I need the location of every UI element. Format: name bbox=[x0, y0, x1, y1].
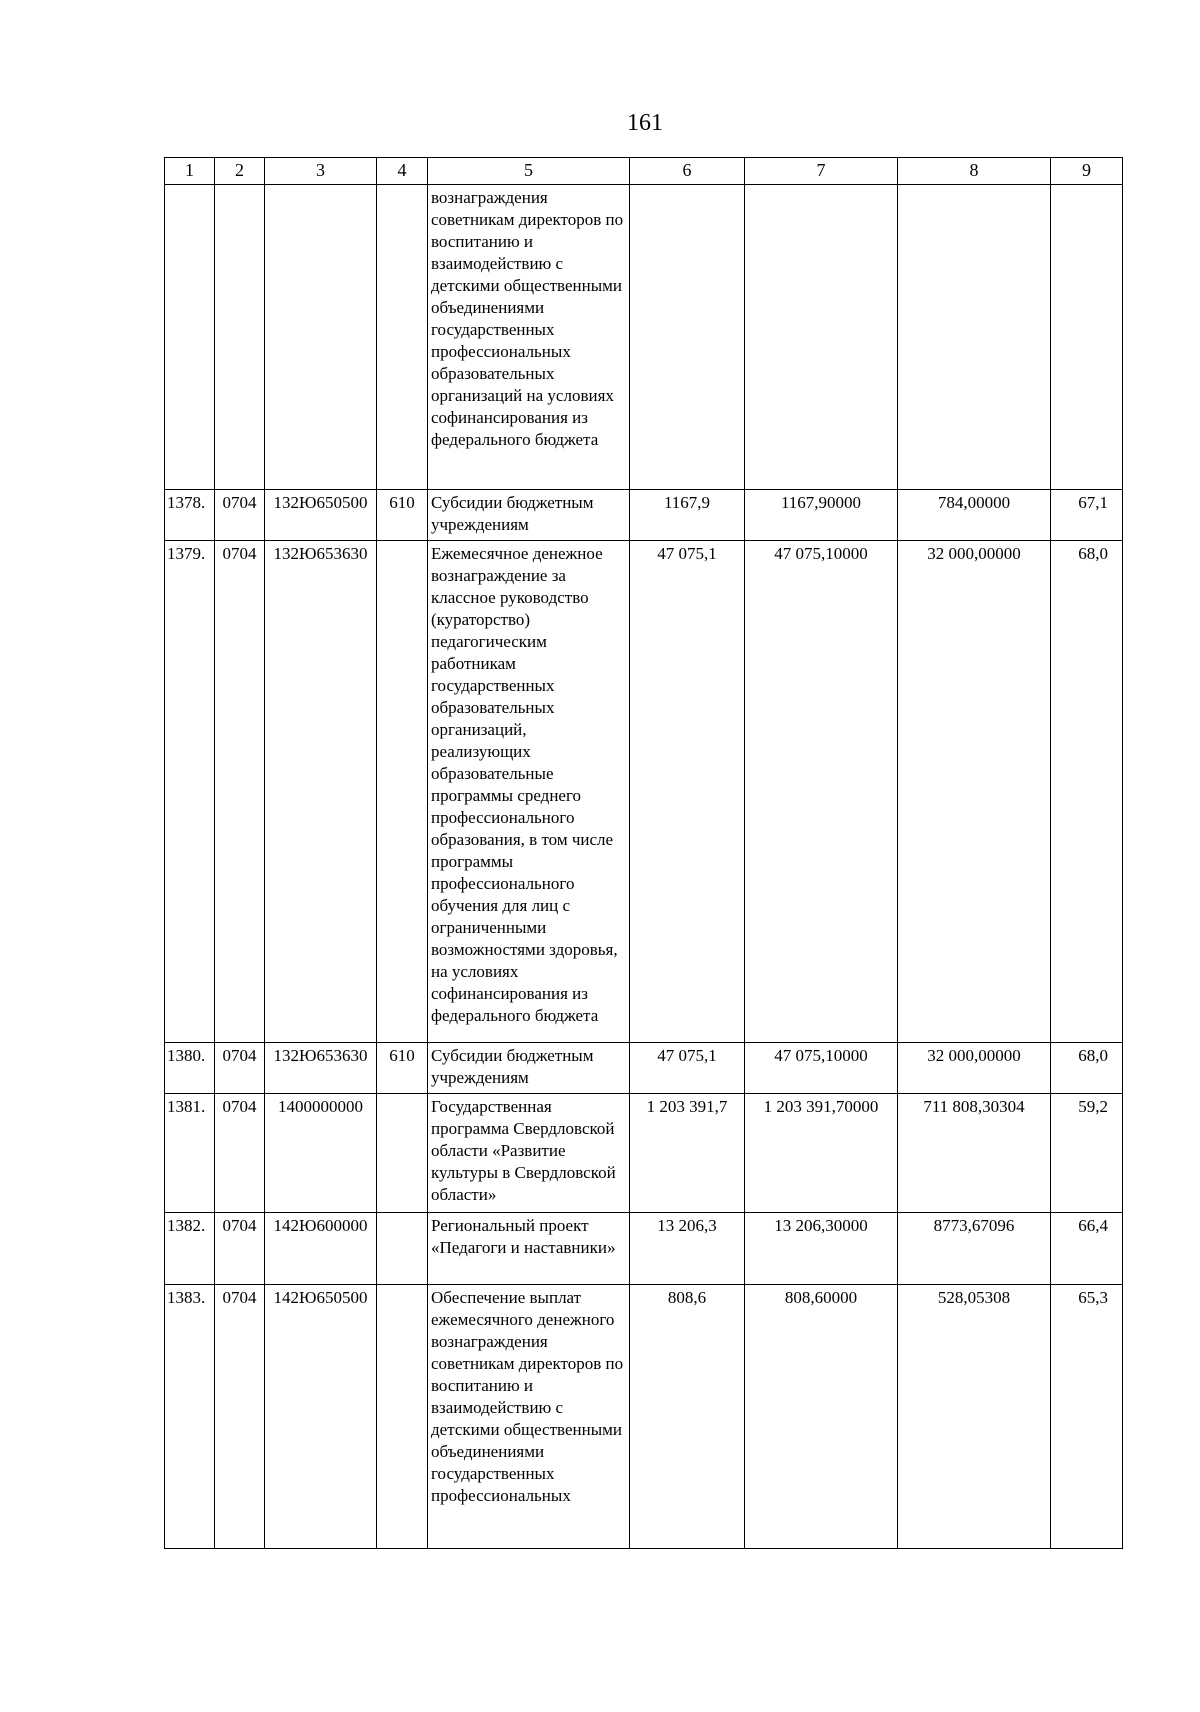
header-cell: 4 bbox=[377, 158, 428, 185]
amount-cell: 32 000,00000 bbox=[898, 1043, 1051, 1094]
row-number-cell: 1382. bbox=[165, 1213, 215, 1285]
expense-type-cell: 610 bbox=[377, 1043, 428, 1094]
target-article-cell: 1400000000 bbox=[265, 1094, 377, 1213]
table-row bbox=[165, 490, 1123, 541]
expense-type-cell bbox=[377, 185, 428, 490]
row-number-cell: 1378. bbox=[165, 490, 215, 541]
row-number-cell bbox=[165, 185, 215, 490]
table-row bbox=[165, 1094, 1123, 1213]
amount-cell: 47 075,1 bbox=[630, 1043, 745, 1094]
amount-cell: 13 206,3 bbox=[630, 1213, 745, 1285]
table-row bbox=[165, 1213, 1123, 1285]
header-cell: 1 bbox=[165, 158, 215, 185]
description-cell: Обеспечение выплат ежемесячного денежного вознаграждения советникам директоров по воспитанию и взаимодействию с детскими общественными объединениями государственных профессиональных bbox=[428, 1285, 630, 1549]
section-code-cell: 0704 bbox=[215, 541, 265, 1043]
header-cell: 5 bbox=[428, 158, 630, 185]
description-cell: Субсидии бюджетным учреждениям bbox=[428, 1043, 630, 1094]
target-article-cell: 142Ю650500 bbox=[265, 1285, 377, 1549]
header-cell: 6 bbox=[630, 158, 745, 185]
description-cell: Субсидии бюджетным учреждениям bbox=[428, 490, 630, 541]
section-code-cell: 0704 bbox=[215, 1094, 265, 1213]
target-article-cell: 132Ю653630 bbox=[265, 1043, 377, 1094]
description-cell: Ежемесячное денежное вознаграждение за классное руководство (кураторство) педагогическим работникам государственных образовательных организаций, реализующих образовательные программы среднего профессионального образования, в том числе программы профессионального обучения для лиц с ограниченными возможностями здоровья, на условиях софинансирования из федерального бюджета bbox=[428, 541, 630, 1043]
budget-table bbox=[164, 157, 1123, 1549]
percent-cell: 59,2 bbox=[1051, 1094, 1123, 1213]
page-number: 161 bbox=[627, 110, 663, 136]
table-header-row bbox=[165, 158, 1123, 185]
description-cell: Государственная программа Свердловской области «Развитие культуры в Свердловской области» bbox=[428, 1094, 630, 1213]
header-cell: 7 bbox=[745, 158, 898, 185]
header-cell: 9 bbox=[1051, 158, 1123, 185]
target-article-cell bbox=[265, 185, 377, 490]
section-code-cell: 0704 bbox=[215, 1213, 265, 1285]
expense-type-cell bbox=[377, 1285, 428, 1549]
section-code-cell: 0704 bbox=[215, 1285, 265, 1549]
expense-type-cell bbox=[377, 541, 428, 1043]
table-row bbox=[165, 541, 1123, 1043]
amount-cell: 528,05308 bbox=[898, 1285, 1051, 1549]
expense-type-cell bbox=[377, 1213, 428, 1285]
header-cell: 8 bbox=[898, 158, 1051, 185]
table-row bbox=[165, 1285, 1123, 1549]
row-number-cell: 1381. bbox=[165, 1094, 215, 1213]
amount-cell: 47 075,1 bbox=[630, 541, 745, 1043]
amount-cell: 1 203 391,70000 bbox=[745, 1094, 898, 1213]
table-row bbox=[165, 185, 1123, 490]
header-cell: 3 bbox=[265, 158, 377, 185]
amount-cell bbox=[630, 185, 745, 490]
expense-type-cell bbox=[377, 1094, 428, 1213]
percent-cell: 65,3 bbox=[1051, 1285, 1123, 1549]
target-article-cell: 142Ю600000 bbox=[265, 1213, 377, 1285]
percent-cell bbox=[1051, 185, 1123, 490]
amount-cell: 1167,90000 bbox=[745, 490, 898, 541]
amount-cell: 784,00000 bbox=[898, 490, 1051, 541]
amount-cell: 711 808,30304 bbox=[898, 1094, 1051, 1213]
amount-cell: 808,60000 bbox=[745, 1285, 898, 1549]
description-cell: вознаграждения советникам директоров по воспитанию и взаимодействию с детскими общественными объединениями государственных профессиональных образовательных организаций на условиях софинансирования из федерального бюджета bbox=[428, 185, 630, 490]
row-number-cell: 1379. bbox=[165, 541, 215, 1043]
expense-type-cell: 610 bbox=[377, 490, 428, 541]
header-cell: 2 bbox=[215, 158, 265, 185]
section-code-cell bbox=[215, 185, 265, 490]
amount-cell: 808,6 bbox=[630, 1285, 745, 1549]
amount-cell: 47 075,10000 bbox=[745, 1043, 898, 1094]
amount-cell: 8773,67096 bbox=[898, 1213, 1051, 1285]
section-code-cell: 0704 bbox=[215, 1043, 265, 1094]
amount-cell bbox=[898, 185, 1051, 490]
amount-cell: 1167,9 bbox=[630, 490, 745, 541]
amount-cell: 47 075,10000 bbox=[745, 541, 898, 1043]
table-row bbox=[165, 1043, 1123, 1094]
amount-cell: 1 203 391,7 bbox=[630, 1094, 745, 1213]
target-article-cell: 132Ю653630 bbox=[265, 541, 377, 1043]
amount-cell: 13 206,30000 bbox=[745, 1213, 898, 1285]
percent-cell: 67,1 bbox=[1051, 490, 1123, 541]
percent-cell: 68,0 bbox=[1051, 1043, 1123, 1094]
percent-cell: 66,4 bbox=[1051, 1213, 1123, 1285]
amount-cell: 32 000,00000 bbox=[898, 541, 1051, 1043]
target-article-cell: 132Ю650500 bbox=[265, 490, 377, 541]
section-code-cell: 0704 bbox=[215, 490, 265, 541]
row-number-cell: 1383. bbox=[165, 1285, 215, 1549]
percent-cell: 68,0 bbox=[1051, 541, 1123, 1043]
description-cell: Региональный проект «Педагоги и наставники» bbox=[428, 1213, 630, 1285]
amount-cell bbox=[745, 185, 898, 490]
row-number-cell: 1380. bbox=[165, 1043, 215, 1094]
